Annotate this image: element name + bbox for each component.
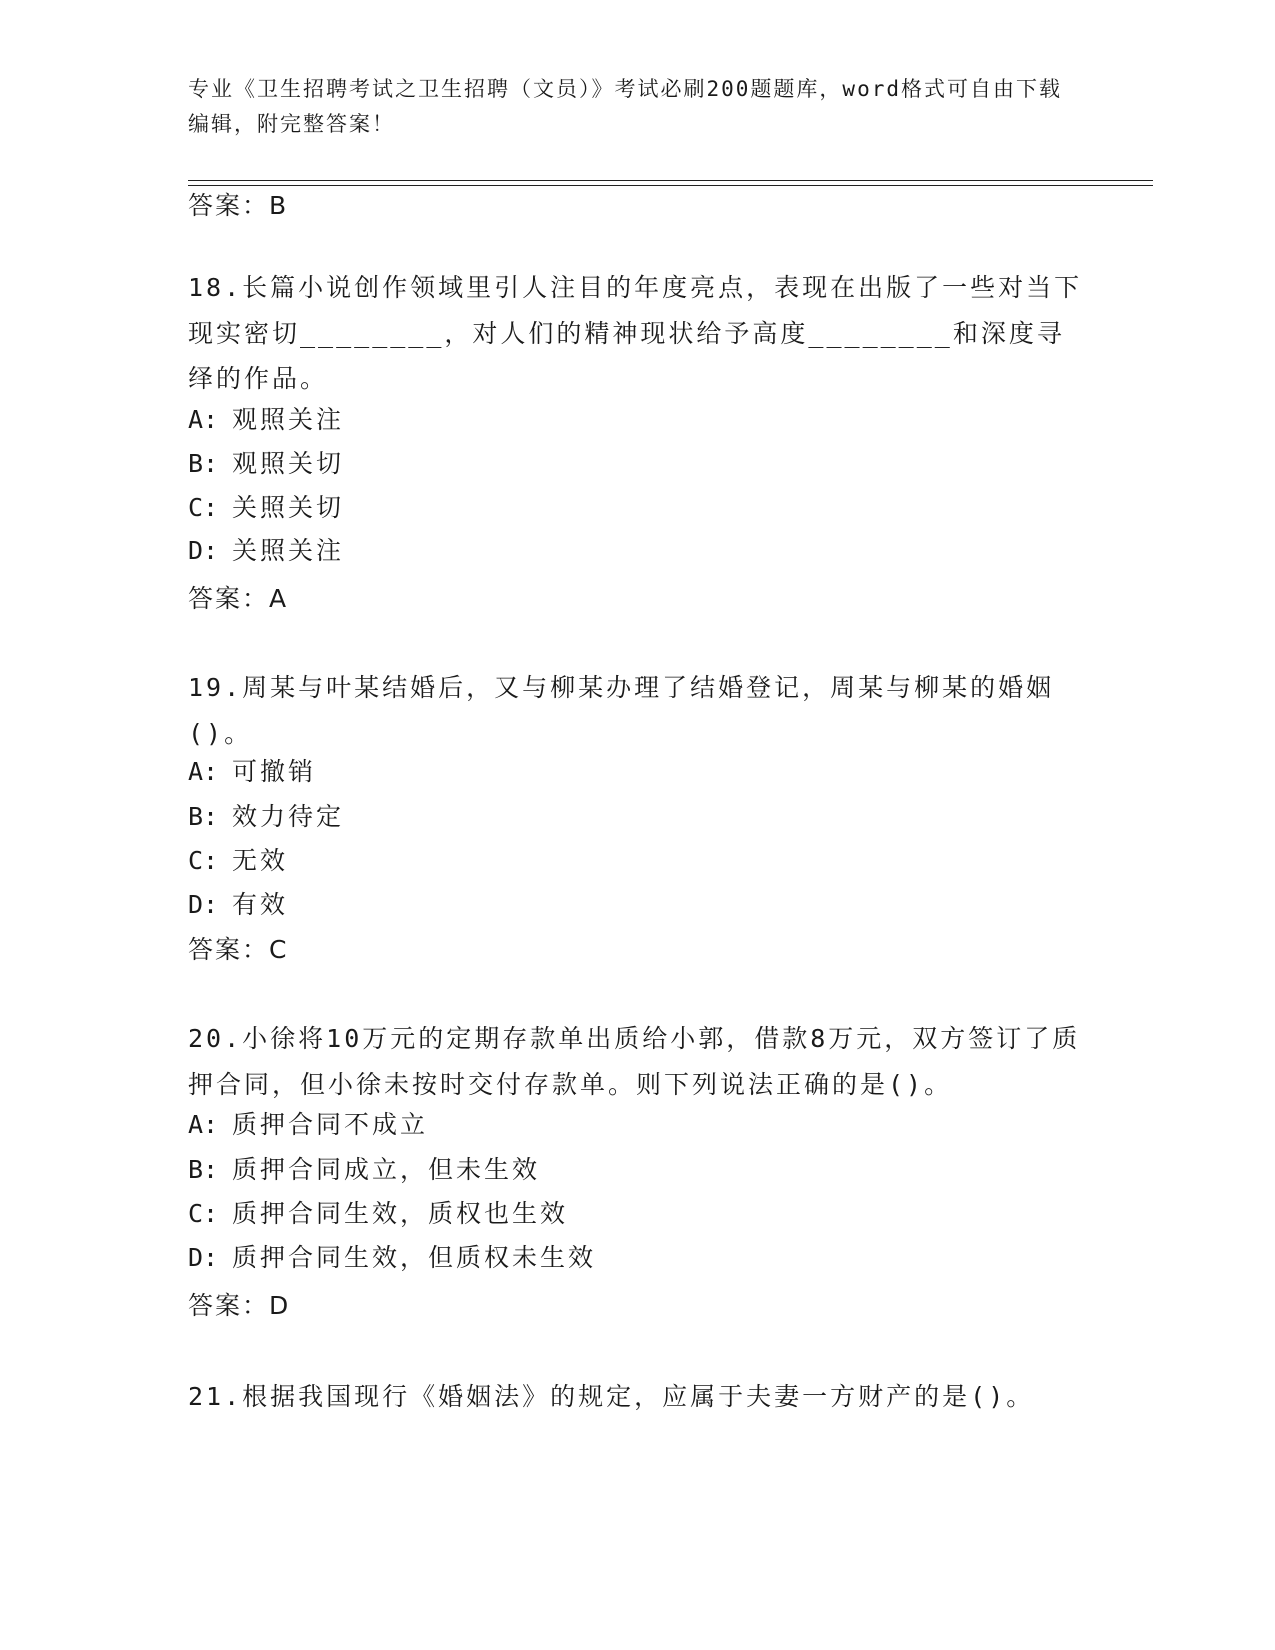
option-letter: A: bbox=[188, 757, 219, 786]
option-text: 观照关注 bbox=[232, 405, 345, 434]
option-letter: A: bbox=[188, 1110, 219, 1139]
answer-q20: 答案：D bbox=[188, 1291, 291, 1320]
option-text: 质押合同生效，但质权未生效 bbox=[232, 1243, 597, 1272]
option-text: 关照关切 bbox=[232, 493, 345, 522]
option-text: 关照关注 bbox=[232, 536, 345, 565]
question-18-option-d bbox=[188, 528, 344, 573]
header-divider-top bbox=[188, 180, 1153, 181]
question-20-option-a bbox=[188, 1102, 428, 1147]
question-20-stem: 20.小徐将10万元的定期存款单出质给小郭，借款8万元，双方签订了质押合同，但小徐未按时交付存款单。则下列说法正确的是()。 bbox=[188, 1024, 1081, 1099]
option-text: 质押合同不成立 bbox=[232, 1110, 429, 1139]
question-18-option-a bbox=[188, 397, 344, 442]
answer-q19: 答案：C bbox=[188, 935, 289, 964]
answer-q17: 答案：B bbox=[188, 191, 289, 220]
option-letter: C: bbox=[188, 846, 219, 875]
question-18-stem: 18.长篇小说创作领域里引人注目的年度亮点，表现在出版了一些对当下现实密切________，对人们的精神现状给予高度________和深度寻绎的作品。 bbox=[188, 273, 1083, 393]
option-text: 效力待定 bbox=[232, 802, 345, 831]
question-20-option-c bbox=[188, 1191, 568, 1236]
question-18-option-c bbox=[188, 485, 344, 530]
question-19-option-b bbox=[188, 794, 344, 839]
question-20-option-d bbox=[188, 1235, 596, 1280]
document-header: 专业《卫生招聘考试之卫生招聘（文员）》考试必刷200题题库，word格式可自由下载编辑，附完整答案！ bbox=[188, 77, 1062, 136]
option-letter: D: bbox=[188, 1243, 219, 1272]
header-divider-bottom bbox=[188, 185, 1153, 186]
option-letter: C: bbox=[188, 493, 219, 522]
option-text: 质押合同生效，质权也生效 bbox=[232, 1199, 569, 1228]
answer-q18: 答案：A bbox=[188, 584, 289, 613]
option-letter: A: bbox=[188, 405, 219, 434]
question-19-option-c bbox=[188, 838, 288, 883]
question-21-stem: 21.根据我国现行《婚姻法》的规定，应属于夫妻一方财产的是()。 bbox=[188, 1382, 1035, 1411]
question-20-option-b bbox=[188, 1147, 540, 1192]
question-19-stem: 19.周某与叶某结婚后，又与柳某办理了结婚登记，周某与柳某的婚姻()。 bbox=[188, 673, 1055, 748]
option-text: 质押合同成立，但未生效 bbox=[232, 1155, 541, 1184]
option-letter: B: bbox=[188, 1155, 219, 1184]
option-letter: D: bbox=[188, 536, 219, 565]
option-text: 有效 bbox=[232, 890, 289, 919]
question-18-option-b bbox=[188, 441, 344, 486]
question-19-option-a bbox=[188, 749, 316, 794]
option-letter: D: bbox=[188, 890, 219, 919]
option-letter: B: bbox=[188, 802, 219, 831]
option-text: 观照关切 bbox=[232, 449, 345, 478]
option-text: 无效 bbox=[232, 846, 289, 875]
option-letter: C: bbox=[188, 1199, 219, 1228]
question-19-option-d bbox=[188, 882, 288, 927]
option-letter: B: bbox=[188, 449, 219, 478]
option-text: 可撤销 bbox=[232, 757, 317, 786]
